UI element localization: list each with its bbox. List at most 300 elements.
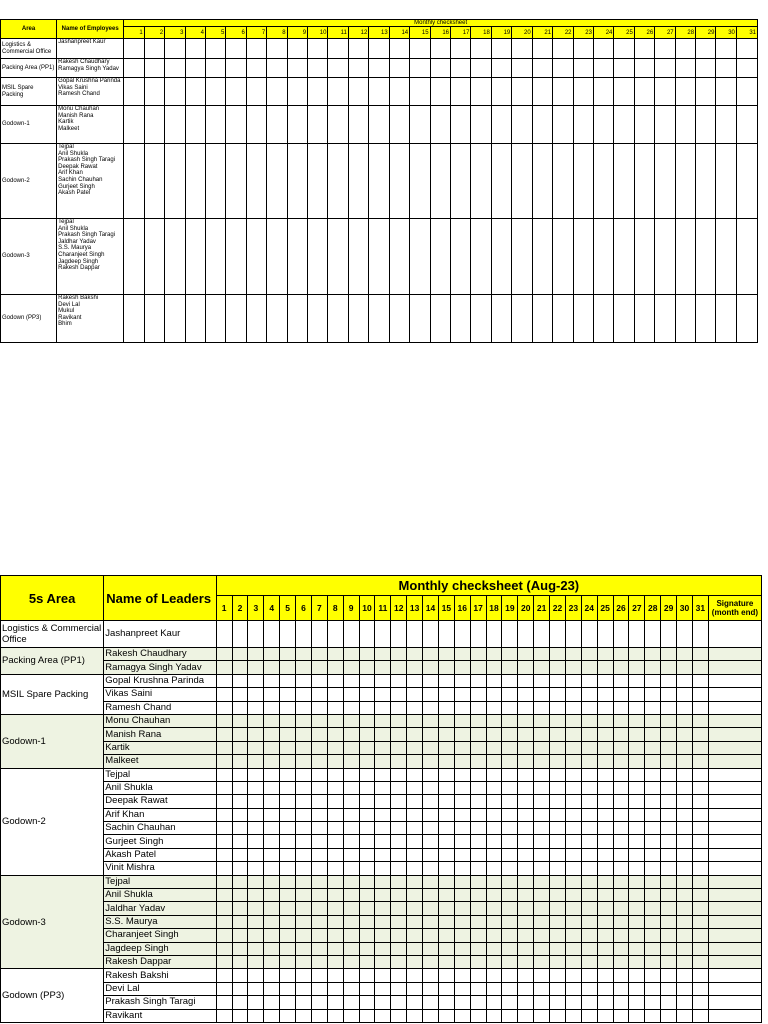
check-cell[interactable] (296, 955, 312, 968)
check-cell[interactable] (486, 795, 502, 808)
check-cell[interactable] (565, 982, 581, 995)
check-cell[interactable] (296, 755, 312, 768)
check-cell[interactable] (502, 955, 518, 968)
check-cell[interactable] (629, 701, 645, 714)
check-cell[interactable] (645, 996, 661, 1009)
check-cell[interactable] (327, 929, 343, 942)
check-cell[interactable] (296, 728, 312, 741)
check-cell[interactable] (296, 688, 312, 701)
check-cell[interactable] (248, 808, 264, 821)
check-cell[interactable] (634, 59, 654, 78)
check-cell[interactable] (565, 688, 581, 701)
check-cell[interactable] (407, 1009, 423, 1022)
check-cell[interactable] (518, 969, 534, 982)
check-cell[interactable] (597, 822, 613, 835)
check-cell[interactable] (692, 889, 708, 902)
check-cell[interactable] (675, 106, 695, 144)
check-cell[interactable] (470, 781, 486, 794)
check-cell[interactable] (614, 39, 634, 59)
check-cell[interactable] (692, 835, 708, 848)
check-cell[interactable] (423, 714, 439, 727)
check-cell[interactable] (597, 688, 613, 701)
check-cell[interactable] (565, 942, 581, 955)
check-cell[interactable] (248, 942, 264, 955)
check-cell[interactable] (359, 808, 375, 821)
check-cell[interactable] (692, 942, 708, 955)
check-cell[interactable] (280, 661, 296, 674)
check-cell[interactable] (677, 835, 693, 848)
check-cell[interactable] (185, 59, 205, 78)
check-cell[interactable] (597, 902, 613, 915)
check-cell[interactable] (470, 808, 486, 821)
check-cell[interactable] (327, 969, 343, 982)
check-cell[interactable] (534, 621, 550, 648)
check-cell[interactable] (375, 996, 391, 1009)
check-cell[interactable] (565, 755, 581, 768)
check-cell[interactable] (629, 648, 645, 661)
check-cell[interactable] (375, 755, 391, 768)
check-cell[interactable] (629, 862, 645, 875)
check-cell[interactable] (280, 741, 296, 754)
check-cell[interactable] (581, 621, 597, 648)
check-cell[interactable] (165, 219, 185, 295)
check-cell[interactable] (280, 1009, 296, 1022)
check-cell[interactable] (232, 862, 248, 875)
check-cell[interactable] (407, 969, 423, 982)
check-cell[interactable] (423, 701, 439, 714)
check-cell[interactable] (407, 661, 423, 674)
check-cell[interactable] (565, 701, 581, 714)
check-cell[interactable] (423, 889, 439, 902)
check-cell[interactable] (534, 741, 550, 754)
check-cell[interactable] (518, 996, 534, 1009)
check-cell[interactable] (470, 996, 486, 1009)
check-cell[interactable] (438, 969, 454, 982)
check-cell[interactable] (348, 144, 368, 219)
check-cell[interactable] (308, 219, 328, 295)
check-cell[interactable] (655, 295, 675, 343)
check-cell[interactable] (597, 969, 613, 982)
check-cell[interactable] (375, 741, 391, 754)
check-cell[interactable] (280, 621, 296, 648)
check-cell[interactable] (343, 674, 359, 687)
check-cell[interactable] (287, 295, 307, 343)
check-cell[interactable] (692, 902, 708, 915)
check-cell[interactable] (246, 219, 266, 295)
check-cell[interactable] (565, 1009, 581, 1022)
check-cell[interactable] (692, 795, 708, 808)
check-cell[interactable] (438, 942, 454, 955)
check-cell[interactable] (311, 848, 327, 861)
check-cell[interactable] (629, 942, 645, 955)
check-cell[interactable] (565, 768, 581, 781)
check-cell[interactable] (677, 755, 693, 768)
check-cell[interactable] (296, 929, 312, 942)
check-cell[interactable] (645, 768, 661, 781)
check-cell[interactable] (246, 144, 266, 219)
check-cell[interactable] (486, 942, 502, 955)
signature-cell[interactable] (708, 701, 761, 714)
check-cell[interactable] (391, 688, 407, 701)
check-cell[interactable] (677, 768, 693, 781)
check-cell[interactable] (264, 835, 280, 848)
check-cell[interactable] (264, 688, 280, 701)
check-cell[interactable] (423, 875, 439, 888)
check-cell[interactable] (629, 929, 645, 942)
check-cell[interactable] (661, 996, 677, 1009)
check-cell[interactable] (470, 661, 486, 674)
check-cell[interactable] (280, 996, 296, 1009)
check-cell[interactable] (248, 835, 264, 848)
check-cell[interactable] (736, 59, 757, 78)
check-cell[interactable] (391, 889, 407, 902)
check-cell[interactable] (470, 755, 486, 768)
check-cell[interactable] (550, 808, 566, 821)
check-cell[interactable] (597, 621, 613, 648)
check-cell[interactable] (534, 755, 550, 768)
check-cell[interactable] (550, 902, 566, 915)
check-cell[interactable] (486, 661, 502, 674)
check-cell[interactable] (165, 59, 185, 78)
check-cell[interactable] (248, 902, 264, 915)
check-cell[interactable] (185, 219, 205, 295)
check-cell[interactable] (328, 219, 348, 295)
check-cell[interactable] (661, 781, 677, 794)
check-cell[interactable] (296, 795, 312, 808)
check-cell[interactable] (716, 106, 736, 144)
signature-cell[interactable] (708, 929, 761, 942)
check-cell[interactable] (629, 835, 645, 848)
check-cell[interactable] (677, 648, 693, 661)
check-cell[interactable] (264, 741, 280, 754)
check-cell[interactable] (518, 862, 534, 875)
check-cell[interactable] (343, 688, 359, 701)
check-cell[interactable] (438, 621, 454, 648)
check-cell[interactable] (696, 106, 716, 144)
check-cell[interactable] (232, 621, 248, 648)
check-cell[interactable] (677, 621, 693, 648)
check-cell[interactable] (248, 728, 264, 741)
check-cell[interactable] (534, 674, 550, 687)
check-cell[interactable] (613, 728, 629, 741)
check-cell[interactable] (391, 674, 407, 687)
check-cell[interactable] (216, 674, 232, 687)
check-cell[interactable] (518, 875, 534, 888)
check-cell[interactable] (645, 929, 661, 942)
check-cell[interactable] (438, 848, 454, 861)
check-cell[interactable] (264, 768, 280, 781)
signature-cell[interactable] (708, 862, 761, 875)
check-cell[interactable] (518, 755, 534, 768)
check-cell[interactable] (593, 39, 613, 59)
check-cell[interactable] (375, 795, 391, 808)
check-cell[interactable] (597, 728, 613, 741)
check-cell[interactable] (486, 688, 502, 701)
check-cell[interactable] (232, 808, 248, 821)
check-cell[interactable] (327, 996, 343, 1009)
check-cell[interactable] (280, 915, 296, 928)
check-cell[interactable] (692, 915, 708, 928)
check-cell[interactable] (597, 795, 613, 808)
check-cell[interactable] (327, 674, 343, 687)
check-cell[interactable] (518, 674, 534, 687)
check-cell[interactable] (407, 942, 423, 955)
check-cell[interactable] (144, 219, 164, 295)
check-cell[interactable] (438, 955, 454, 968)
check-cell[interactable] (248, 701, 264, 714)
check-cell[interactable] (518, 822, 534, 835)
check-cell[interactable] (613, 982, 629, 995)
check-cell[interactable] (232, 902, 248, 915)
check-cell[interactable] (736, 39, 757, 59)
check-cell[interactable] (661, 982, 677, 995)
check-cell[interactable] (264, 648, 280, 661)
check-cell[interactable] (391, 848, 407, 861)
check-cell[interactable] (736, 219, 757, 295)
check-cell[interactable] (655, 78, 675, 106)
check-cell[interactable] (502, 848, 518, 861)
check-cell[interactable] (550, 741, 566, 754)
check-cell[interactable] (597, 648, 613, 661)
check-cell[interactable] (692, 808, 708, 821)
check-cell[interactable] (327, 621, 343, 648)
check-cell[interactable] (470, 835, 486, 848)
check-cell[interactable] (296, 741, 312, 754)
check-cell[interactable] (613, 714, 629, 727)
check-cell[interactable] (486, 955, 502, 968)
check-cell[interactable] (502, 1009, 518, 1022)
check-cell[interactable] (267, 59, 287, 78)
check-cell[interactable] (518, 781, 534, 794)
check-cell[interactable] (597, 982, 613, 995)
check-cell[interactable] (144, 106, 164, 144)
check-cell[interactable] (280, 781, 296, 794)
check-cell[interactable] (308, 106, 328, 144)
check-cell[interactable] (614, 144, 634, 219)
check-cell[interactable] (454, 822, 470, 835)
check-cell[interactable] (311, 648, 327, 661)
check-cell[interactable] (470, 889, 486, 902)
check-cell[interactable] (629, 902, 645, 915)
check-cell[interactable] (124, 144, 144, 219)
check-cell[interactable] (430, 106, 450, 144)
check-cell[interactable] (677, 795, 693, 808)
check-cell[interactable] (343, 714, 359, 727)
check-cell[interactable] (736, 78, 757, 106)
check-cell[interactable] (359, 942, 375, 955)
check-cell[interactable] (518, 661, 534, 674)
check-cell[interactable] (512, 78, 532, 106)
check-cell[interactable] (264, 661, 280, 674)
check-cell[interactable] (534, 889, 550, 902)
check-cell[interactable] (410, 78, 430, 106)
check-cell[interactable] (645, 741, 661, 754)
check-cell[interactable] (486, 621, 502, 648)
check-cell[interactable] (296, 942, 312, 955)
check-cell[interactable] (470, 862, 486, 875)
check-cell[interactable] (327, 955, 343, 968)
check-cell[interactable] (454, 661, 470, 674)
check-cell[interactable] (264, 848, 280, 861)
check-cell[interactable] (550, 795, 566, 808)
check-cell[interactable] (502, 889, 518, 902)
check-cell[interactable] (359, 728, 375, 741)
check-cell[interactable] (470, 795, 486, 808)
check-cell[interactable] (692, 955, 708, 968)
check-cell[interactable] (438, 982, 454, 995)
check-cell[interactable] (280, 714, 296, 727)
check-cell[interactable] (454, 741, 470, 754)
check-cell[interactable] (502, 795, 518, 808)
check-cell[interactable] (280, 768, 296, 781)
check-cell[interactable] (550, 955, 566, 968)
check-cell[interactable] (407, 889, 423, 902)
check-cell[interactable] (613, 969, 629, 982)
check-cell[interactable] (296, 982, 312, 995)
signature-cell[interactable] (708, 621, 761, 648)
check-cell[interactable] (226, 59, 246, 78)
check-cell[interactable] (359, 982, 375, 995)
check-cell[interactable] (248, 848, 264, 861)
check-cell[interactable] (471, 219, 491, 295)
check-cell[interactable] (661, 902, 677, 915)
check-cell[interactable] (518, 741, 534, 754)
check-cell[interactable] (359, 835, 375, 848)
check-cell[interactable] (470, 714, 486, 727)
check-cell[interactable] (264, 889, 280, 902)
check-cell[interactable] (454, 781, 470, 794)
check-cell[interactable] (407, 835, 423, 848)
check-cell[interactable] (438, 889, 454, 902)
check-cell[interactable] (534, 902, 550, 915)
check-cell[interactable] (634, 39, 654, 59)
check-cell[interactable] (518, 714, 534, 727)
check-cell[interactable] (553, 59, 573, 78)
check-cell[interactable] (692, 781, 708, 794)
check-cell[interactable] (518, 621, 534, 648)
check-cell[interactable] (597, 862, 613, 875)
check-cell[interactable] (423, 996, 439, 1009)
check-cell[interactable] (534, 982, 550, 995)
check-cell[interactable] (597, 848, 613, 861)
check-cell[interactable] (593, 78, 613, 106)
check-cell[interactable] (343, 808, 359, 821)
check-cell[interactable] (645, 781, 661, 794)
check-cell[interactable] (565, 862, 581, 875)
check-cell[interactable] (216, 862, 232, 875)
check-cell[interactable] (375, 942, 391, 955)
check-cell[interactable] (359, 768, 375, 781)
check-cell[interactable] (532, 144, 552, 219)
check-cell[interactable] (581, 808, 597, 821)
check-cell[interactable] (359, 688, 375, 701)
check-cell[interactable] (216, 929, 232, 942)
check-cell[interactable] (296, 714, 312, 727)
check-cell[interactable] (343, 835, 359, 848)
check-cell[interactable] (248, 648, 264, 661)
check-cell[interactable] (613, 741, 629, 754)
check-cell[interactable] (597, 996, 613, 1009)
check-cell[interactable] (661, 808, 677, 821)
check-cell[interactable] (423, 902, 439, 915)
check-cell[interactable] (532, 78, 552, 106)
check-cell[interactable] (534, 875, 550, 888)
check-cell[interactable] (343, 781, 359, 794)
check-cell[interactable] (438, 862, 454, 875)
check-cell[interactable] (550, 688, 566, 701)
check-cell[interactable] (629, 795, 645, 808)
check-cell[interactable] (613, 648, 629, 661)
check-cell[interactable] (565, 714, 581, 727)
check-cell[interactable] (216, 875, 232, 888)
check-cell[interactable] (597, 889, 613, 902)
check-cell[interactable] (232, 755, 248, 768)
check-cell[interactable] (629, 808, 645, 821)
check-cell[interactable] (328, 144, 348, 219)
check-cell[interactable] (645, 862, 661, 875)
check-cell[interactable] (661, 688, 677, 701)
check-cell[interactable] (311, 755, 327, 768)
check-cell[interactable] (661, 862, 677, 875)
check-cell[interactable] (423, 648, 439, 661)
check-cell[interactable] (692, 875, 708, 888)
check-cell[interactable] (565, 781, 581, 794)
check-cell[interactable] (216, 768, 232, 781)
check-cell[interactable] (311, 1009, 327, 1022)
check-cell[interactable] (391, 982, 407, 995)
check-cell[interactable] (124, 295, 144, 343)
check-cell[interactable] (327, 835, 343, 848)
check-cell[interactable] (565, 648, 581, 661)
check-cell[interactable] (267, 144, 287, 219)
check-cell[interactable] (375, 1009, 391, 1022)
check-cell[interactable] (581, 755, 597, 768)
signature-cell[interactable] (708, 942, 761, 955)
check-cell[interactable] (613, 955, 629, 968)
check-cell[interactable] (391, 714, 407, 727)
check-cell[interactable] (296, 822, 312, 835)
check-cell[interactable] (423, 862, 439, 875)
check-cell[interactable] (205, 219, 225, 295)
check-cell[interactable] (634, 78, 654, 106)
check-cell[interactable] (348, 295, 368, 343)
check-cell[interactable] (534, 808, 550, 821)
check-cell[interactable] (597, 768, 613, 781)
check-cell[interactable] (246, 39, 266, 59)
check-cell[interactable] (677, 996, 693, 1009)
check-cell[interactable] (296, 996, 312, 1009)
check-cell[interactable] (614, 219, 634, 295)
check-cell[interactable] (232, 822, 248, 835)
check-cell[interactable] (391, 835, 407, 848)
check-cell[interactable] (311, 621, 327, 648)
check-cell[interactable] (645, 661, 661, 674)
check-cell[interactable] (205, 295, 225, 343)
check-cell[interactable] (565, 621, 581, 648)
check-cell[interactable] (391, 942, 407, 955)
check-cell[interactable] (692, 862, 708, 875)
check-cell[interactable] (550, 942, 566, 955)
check-cell[interactable] (185, 106, 205, 144)
check-cell[interactable] (248, 755, 264, 768)
check-cell[interactable] (438, 902, 454, 915)
check-cell[interactable] (486, 969, 502, 982)
check-cell[interactable] (613, 915, 629, 928)
check-cell[interactable] (634, 295, 654, 343)
check-cell[interactable] (565, 875, 581, 888)
check-cell[interactable] (232, 996, 248, 1009)
check-cell[interactable] (232, 728, 248, 741)
